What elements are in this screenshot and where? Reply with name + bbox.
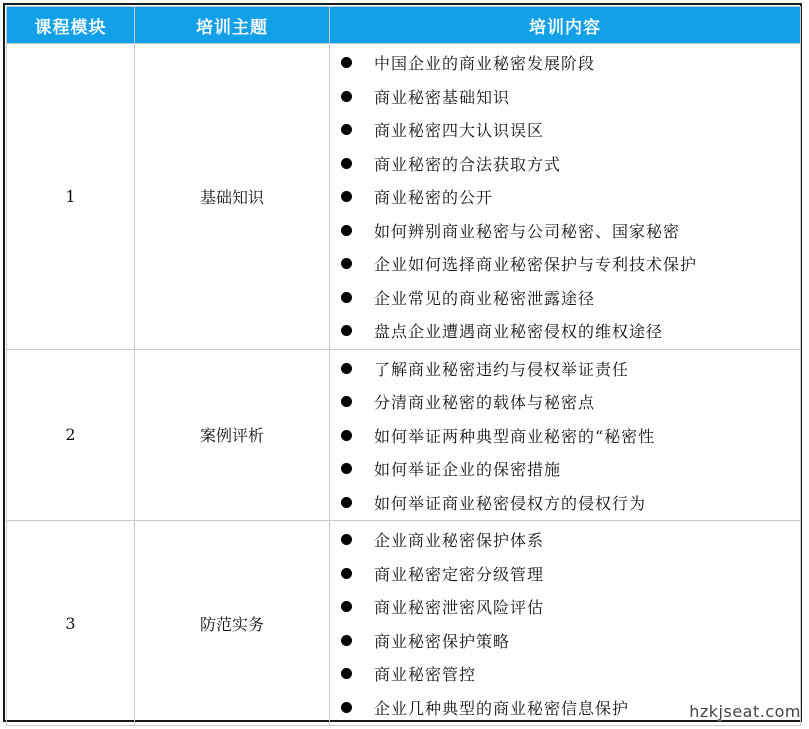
list-item-text: 商业秘密四大认识误区 <box>374 121 545 141</box>
list-item-text: 商业秘密的合法获取方式 <box>374 154 562 174</box>
bullet-icon <box>341 430 352 441</box>
training-topic: 基础知识 <box>135 44 330 350</box>
list-item <box>336 46 800 80</box>
module-number: 3 <box>7 521 135 726</box>
bullet-icon <box>341 363 352 374</box>
list-item-text: 商业秘密的公开 <box>374 188 494 208</box>
bullet-icon <box>341 191 352 202</box>
list-item-text: 企业常见的商业秘密泄露途径 <box>374 288 596 308</box>
list-item <box>336 247 800 281</box>
content-list <box>336 46 800 348</box>
bullet-icon <box>341 124 352 135</box>
list-item-text: 分清商业秘密的载体与秘密点 <box>374 393 596 413</box>
list-item <box>336 385 800 419</box>
list-item <box>336 352 800 386</box>
list-item-text: 企业如何选择商业秘密保护与专利技术保护 <box>374 255 698 275</box>
list-item-text: 如何举证两种典型商业秘密的“秘密性 <box>374 426 656 446</box>
table-row <box>7 521 801 726</box>
bullet-icon <box>341 635 352 646</box>
training-content <box>330 521 801 726</box>
module-number: 1 <box>7 44 135 350</box>
course-table <box>6 6 801 726</box>
content-list <box>336 352 800 520</box>
list-item-text: 商业秘密定密分级管理 <box>374 564 545 584</box>
list-item-text: 中国企业的商业秘密发展阶段 <box>374 54 596 74</box>
bullet-icon <box>341 57 352 68</box>
header-topic: 培训主题 <box>135 7 330 44</box>
list-item <box>336 624 800 658</box>
list-item <box>336 486 800 520</box>
header-module: 课程模块 <box>7 7 135 44</box>
header-content: 培训内容 <box>330 7 801 44</box>
list-item-text: 商业秘密泄密风险评估 <box>374 598 545 618</box>
bullet-icon <box>341 396 352 407</box>
list-item-text: 如何举证企业的保密措施 <box>374 460 562 480</box>
training-topic: 防范实务 <box>135 521 330 726</box>
table-row <box>7 44 801 350</box>
bullet-icon <box>341 225 352 236</box>
list-item <box>336 314 800 348</box>
list-item <box>336 590 800 624</box>
list-item <box>336 180 800 214</box>
training-topic: 案例评析 <box>135 349 330 521</box>
list-item-text: 如何举证商业秘密侵权方的侵权行为 <box>374 493 647 513</box>
list-item <box>336 80 800 114</box>
bullet-icon <box>341 668 352 679</box>
list-item <box>336 281 800 315</box>
list-item-text: 了解商业秘密违约与侵权举证责任 <box>374 359 630 379</box>
list-item <box>336 147 800 181</box>
header-row <box>7 7 801 44</box>
module-number: 2 <box>7 349 135 521</box>
bullet-icon <box>341 325 352 336</box>
content-list <box>336 523 800 724</box>
training-content <box>330 349 801 521</box>
list-item-text: 如何辨别商业秘密与公司秘密、国家秘密 <box>374 221 681 241</box>
watermark: hzkjseat.com <box>689 702 801 721</box>
list-item <box>336 214 800 248</box>
bullet-icon <box>341 292 352 303</box>
bullet-icon <box>341 497 352 508</box>
bullet-icon <box>341 568 352 579</box>
bullet-icon <box>341 601 352 612</box>
list-item-text: 商业秘密保护策略 <box>374 631 511 651</box>
list-item-text: 盘点企业遭遇商业秘密侵权的维权途径 <box>374 322 664 342</box>
list-item <box>336 113 800 147</box>
bullet-icon <box>341 702 352 713</box>
list-item <box>336 657 800 691</box>
bullet-icon <box>341 258 352 269</box>
list-item-text: 企业几种典型的商业秘密信息保护 <box>374 698 630 718</box>
bullet-icon <box>341 463 352 474</box>
list-item <box>336 523 800 557</box>
table-body <box>7 44 801 726</box>
training-content <box>330 44 801 350</box>
list-item <box>336 419 800 453</box>
list-item-text: 商业秘密管控 <box>374 665 477 685</box>
list-item <box>336 452 800 486</box>
bullet-icon <box>341 534 352 545</box>
bullet-icon <box>341 158 352 169</box>
list-item-text: 企业商业秘密保护体系 <box>374 531 545 551</box>
list-item-text: 商业秘密基础知识 <box>374 87 511 107</box>
list-item <box>336 557 800 591</box>
table-row <box>7 349 801 521</box>
bullet-icon <box>341 91 352 102</box>
